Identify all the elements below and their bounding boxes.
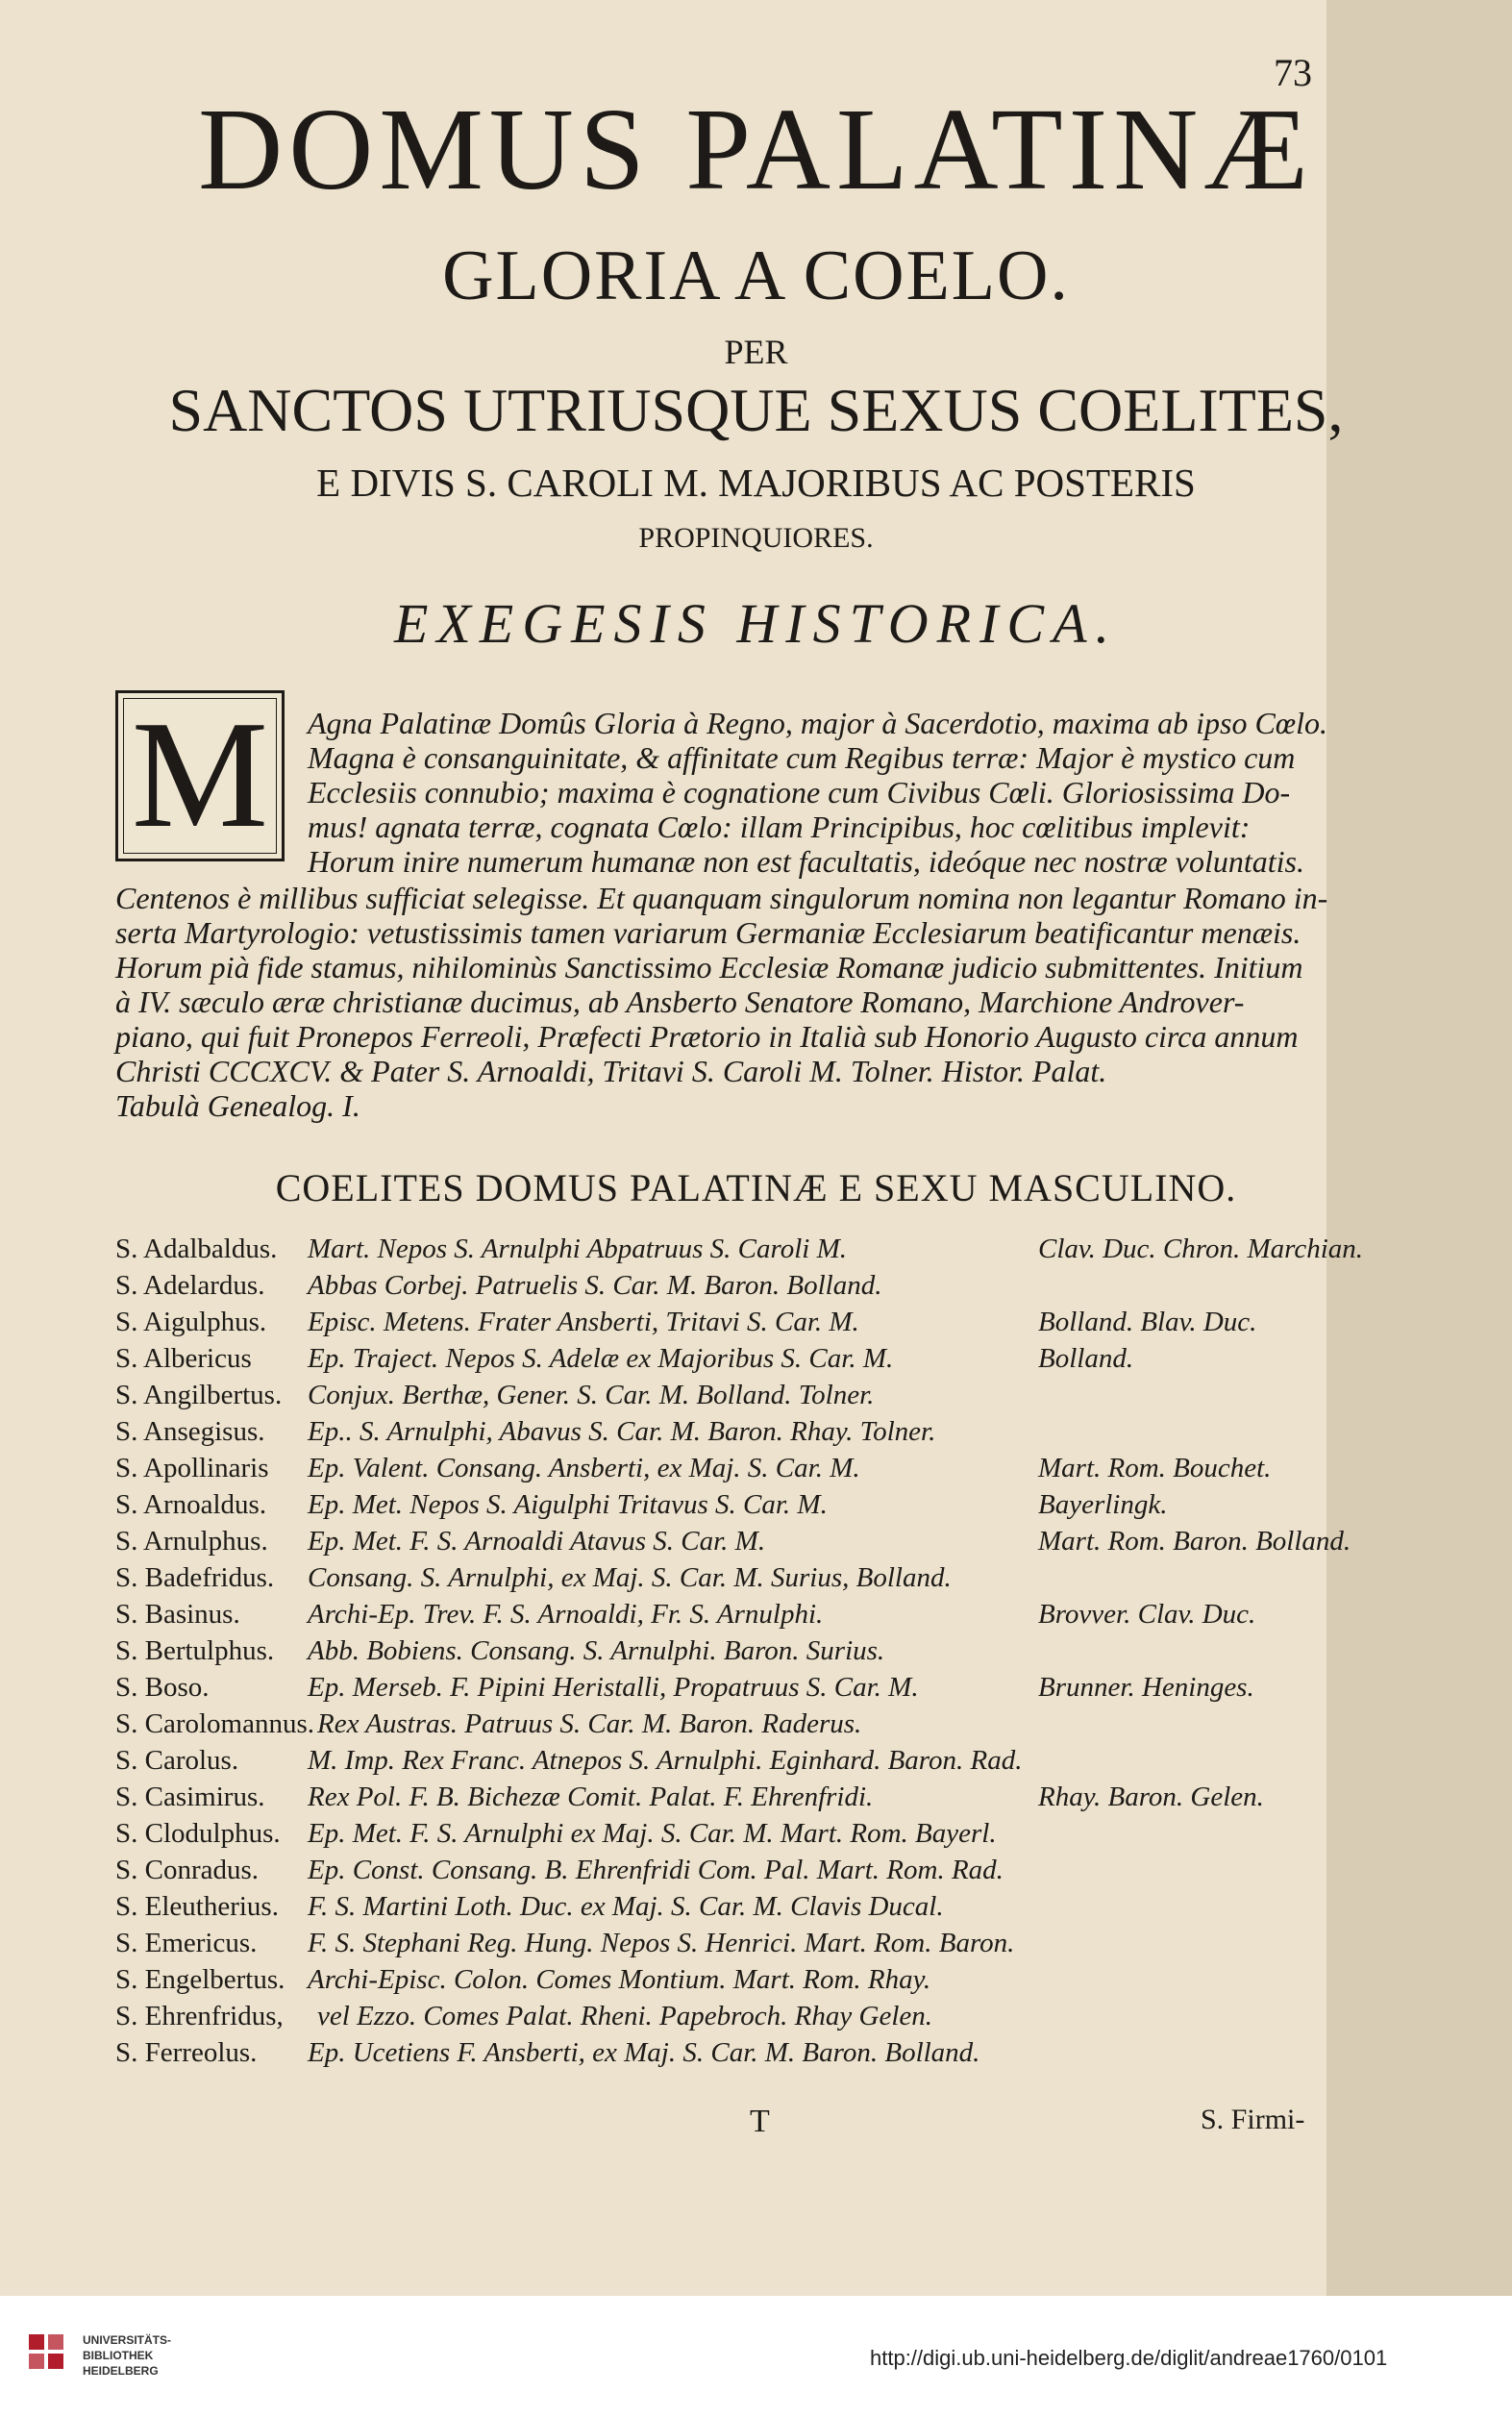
saint-source: Brunner. Heninges. [1038, 1672, 1254, 1703]
title-domus-palatinae: DOMUS PALATINÆ [198, 85, 1314, 214]
saint-source: Brovver. Clav. Duc. [1038, 1599, 1256, 1630]
intro-line: Horum inire numerum humanæ non est facultatis, ideóque nec nostræ voluntatis. [308, 844, 1304, 879]
saint-desc: Archi-Ep. Trev. F. S. Arnoaldi, Fr. S. Arnulphi. [308, 1599, 824, 1630]
saint-desc: Conjux. Berthæ, Gener. S. Car. M. Bolland. Tolner. [308, 1380, 875, 1410]
saint-source: Clav. Duc. Chron. Marchian. [1038, 1233, 1364, 1264]
saint-desc: Ep. Valent. Consang. Ansberti, ex Maj. S. Car. M. [308, 1453, 860, 1483]
saint-name: S. Ferreolus. [115, 2037, 258, 2068]
saint-desc: Ep. Traject. Nepos S. Adelæ ex Majoribus S. Car. M. [308, 1343, 894, 1374]
saint-name: S. Boso. [115, 1672, 210, 1703]
title-per: PER [724, 333, 788, 371]
saint-entry [115, 1672, 1254, 1703]
saint-source: Mart. Rom. Bouchet. [1038, 1453, 1272, 1483]
saint-entry [115, 1635, 885, 1666]
saint-name: S. Apollinaris [115, 1453, 269, 1483]
subtitle-exegesis: EXEGESIS HISTORICA. [393, 592, 1119, 655]
saint-desc: F. S. Martini Loth. Duc. ex Maj. S. Car. M. Clavis Ducal. [308, 1891, 944, 1922]
saint-desc: Ep. Merseb. F. Pipini Heristalli, Propatruus S. Car. M. [308, 1672, 919, 1703]
intro-line: Centenos è millibus sufficiat selegisse. Et quanquam singulorum nomina non legantur Romano in- [115, 881, 1328, 915]
saint-entry [115, 2001, 932, 2031]
saint-name: S. Emericus. [115, 1928, 258, 1958]
intro-line: Magna è consanguinitate, & affinitate cum Regibus terræ: Major è mystico cum [308, 740, 1296, 775]
saint-name: S. Engelbertus. [115, 1964, 285, 1995]
saint-name: S. Adelardus. [115, 1270, 265, 1301]
saint-desc: M. Imp. Rex Franc. Atnepos S. Arnulphi. Eginhard. Baron. Rad. [308, 1745, 1023, 1776]
title-e-divis: E DIVIS S. CAROLI M. MAJORIBUS AC POSTERIS [316, 461, 1196, 505]
permalink-url[interactable]: http://digi.ub.uni-heidelberg.de/diglit/andreae1760/0101 [870, 2346, 1388, 2370]
saint-name: S. Adalbaldus. [115, 1233, 278, 1264]
saint-entry [115, 1928, 1015, 1958]
intro-line: Tabulà Genealog. I. [115, 1088, 360, 1123]
viewer-footer [0, 2296, 1512, 2417]
intro-line: Horum pià fide stamus, nihilominùs Sanctissimo Ecclesiæ Romanæ judicio submittentes. Initium [115, 950, 1303, 984]
saint-entry [115, 2037, 980, 2068]
saint-entry [115, 1599, 1256, 1630]
saint-name: S. Ansegisus. [115, 1416, 265, 1447]
saint-entry [115, 1343, 1134, 1374]
institution-line: UNIVERSITÄTS- [83, 2333, 172, 2347]
saint-entry [115, 1745, 1023, 1776]
saint-desc: Ep. Met. F. S. Arnulphi ex Maj. S. Car. M. Mart. Rom. Bayerl. [308, 1818, 997, 1849]
saint-source: Rhay. Baron. Gelen. [1038, 1782, 1264, 1812]
saint-entry [115, 1526, 1351, 1557]
saint-desc: Ep.. S. Arnulphi, Abavus S. Car. M. Baron. Rhay. Tolner. [308, 1416, 936, 1447]
initial-letter: M [131, 688, 269, 860]
title-sanctos: SANCTOS UTRIUSQUE SEXUS COELITES, [168, 376, 1344, 444]
saint-name: S. Carolus. [115, 1745, 239, 1776]
section-title: COELITES DOMUS PALATINÆ E SEXU MASCULINO. [275, 1166, 1237, 1209]
saint-entry [115, 1964, 931, 1995]
saint-desc: Rex Pol. F. B. Bichezæ Comit. Palat. F. Ehrenfridi. [308, 1782, 874, 1812]
saint-name: S. Arnulphus. [115, 1526, 268, 1557]
saint-entry [115, 1818, 997, 1849]
saint-entry [115, 1307, 1257, 1337]
saint-entry [115, 1489, 1168, 1520]
saint-source: Bolland. Blav. Duc. [1038, 1307, 1257, 1337]
intro-line: mus! agnata terræ, cognata Cœlo: illam Principibus, hoc cœlitibus implevit: [308, 810, 1251, 844]
saint-name: S. Ehrenfridus, [115, 2001, 284, 2031]
intro-line: Agna Palatinæ Domûs Gloria à Regno, major à Sacerdotio, maxima ab ipso Cœlo. [308, 706, 1328, 740]
saint-name: S. Casimirus. [115, 1782, 265, 1812]
decorated-initial [115, 690, 285, 861]
saint-entry [115, 1380, 875, 1410]
institution-name [83, 2332, 171, 2379]
signature-mark: T [750, 2104, 770, 2139]
saint-entry [115, 1233, 1364, 1264]
saint-entry [115, 1782, 1264, 1812]
saint-entry [115, 1708, 862, 1739]
saint-name: S. Eleutherius. [115, 1891, 279, 1922]
saint-name: S. Arnoaldus. [115, 1489, 267, 1520]
saint-desc: Episc. Metens. Frater Ansberti, Tritavi S. Car. M. [308, 1307, 859, 1337]
institution-line: BIBLIOTHEK [83, 2349, 154, 2362]
saint-desc: Ep. Const. Consang. B. Ehrenfridi Com. Pal. Mart. Rom. Rad. [308, 1855, 1004, 1885]
intro-line: à IV. sæculo æræ christianæ ducimus, ab Ansberto Senatore Romano, Marchione Androver- [115, 984, 1245, 1019]
saint-desc: Abbas Corbej. Patruelis S. Car. M. Baron. Bolland. [308, 1270, 882, 1301]
saint-entry [115, 1416, 936, 1447]
intro-line: Christi CCCXCV. & Pater S. Arnoaldi, Tritavi S. Caroli M. Tolner. Histor. Palat. [115, 1054, 1107, 1088]
saint-entry [115, 1270, 882, 1301]
saint-desc: vel Ezzo. Comes Palat. Rheni. Papebroch. Rhay Gelen. [317, 2001, 932, 2031]
university-library-logo-icon [27, 2332, 65, 2380]
saint-desc: Abb. Bobiens. Consang. S. Arnulphi. Baron. Surius. [308, 1635, 885, 1666]
title-gloria-a-coelo: GLORIA A COELO. [442, 237, 1070, 315]
saint-entry [115, 1453, 1272, 1483]
intro-line: Ecclesiis connubio; maxima è cognatione cum Civibus Cœli. Gloriosissima Do- [308, 775, 1291, 810]
saint-source: Mart. Rom. Baron. Bolland. [1038, 1526, 1351, 1557]
saint-desc: Mart. Nepos S. Arnulphi Abpatruus S. Caroli M. [308, 1233, 847, 1264]
saint-entry [115, 1891, 944, 1922]
title-propinquiores: PROPINQUIORES. [638, 522, 874, 554]
saint-source: Bayerlingk. [1038, 1489, 1168, 1520]
saint-desc: Ep. Met. F. S. Arnoaldi Atavus S. Car. M. [308, 1526, 766, 1557]
saint-name: S. Angilbertus. [115, 1380, 283, 1410]
intro-line: serta Martyrologio: vetustissimis tamen variarum Germaniæ Ecclesiarum beatificantur menæis. [115, 915, 1301, 950]
saint-name: S. Aigulphus. [115, 1307, 267, 1337]
saint-desc: Consang. S. Arnulphi, ex Maj. S. Car. M. Surius, Bolland. [308, 1562, 952, 1593]
saint-name: S. Badefridus. [115, 1562, 275, 1593]
page-number: 73 [1274, 51, 1312, 94]
saint-name: S. Carolomannus. [115, 1708, 315, 1739]
saint-desc: Ep. Met. Nepos S. Aigulphi Tritavus S. Car. M. [308, 1489, 828, 1520]
institution-line: HEIDELBERG [83, 2364, 159, 2378]
saint-name: S. Clodulphus. [115, 1818, 281, 1849]
saint-name: S. Conradus. [115, 1855, 260, 1885]
catchword: S. Firmi- [1201, 2104, 1305, 2135]
saint-desc: Rex Austras. Patruus S. Car. M. Baron. Raderus. [317, 1708, 862, 1739]
saint-entry [115, 1562, 952, 1593]
saint-name: S. Bertulphus. [115, 1635, 275, 1666]
intro-line: piano, qui fuit Pronepos Ferreoli, Præfecti Prætorio in Italià sub Honorio Augusto circa annum [115, 1019, 1299, 1054]
saint-source: Bolland. [1038, 1343, 1134, 1374]
saint-desc: Archi-Episc. Colon. Comes Montium. Mart. Rom. Rhay. [308, 1964, 931, 1995]
saint-name: S. Albericus [115, 1343, 252, 1374]
saint-desc: F. S. Stephani Reg. Hung. Nepos S. Henrici. Mart. Rom. Baron. [308, 1928, 1015, 1958]
saint-name: S. Basinus. [115, 1599, 240, 1630]
saint-entry [115, 1855, 1004, 1885]
saint-desc: Ep. Ucetiens F. Ansberti, ex Maj. S. Car. M. Baron. Bolland. [308, 2037, 980, 2068]
